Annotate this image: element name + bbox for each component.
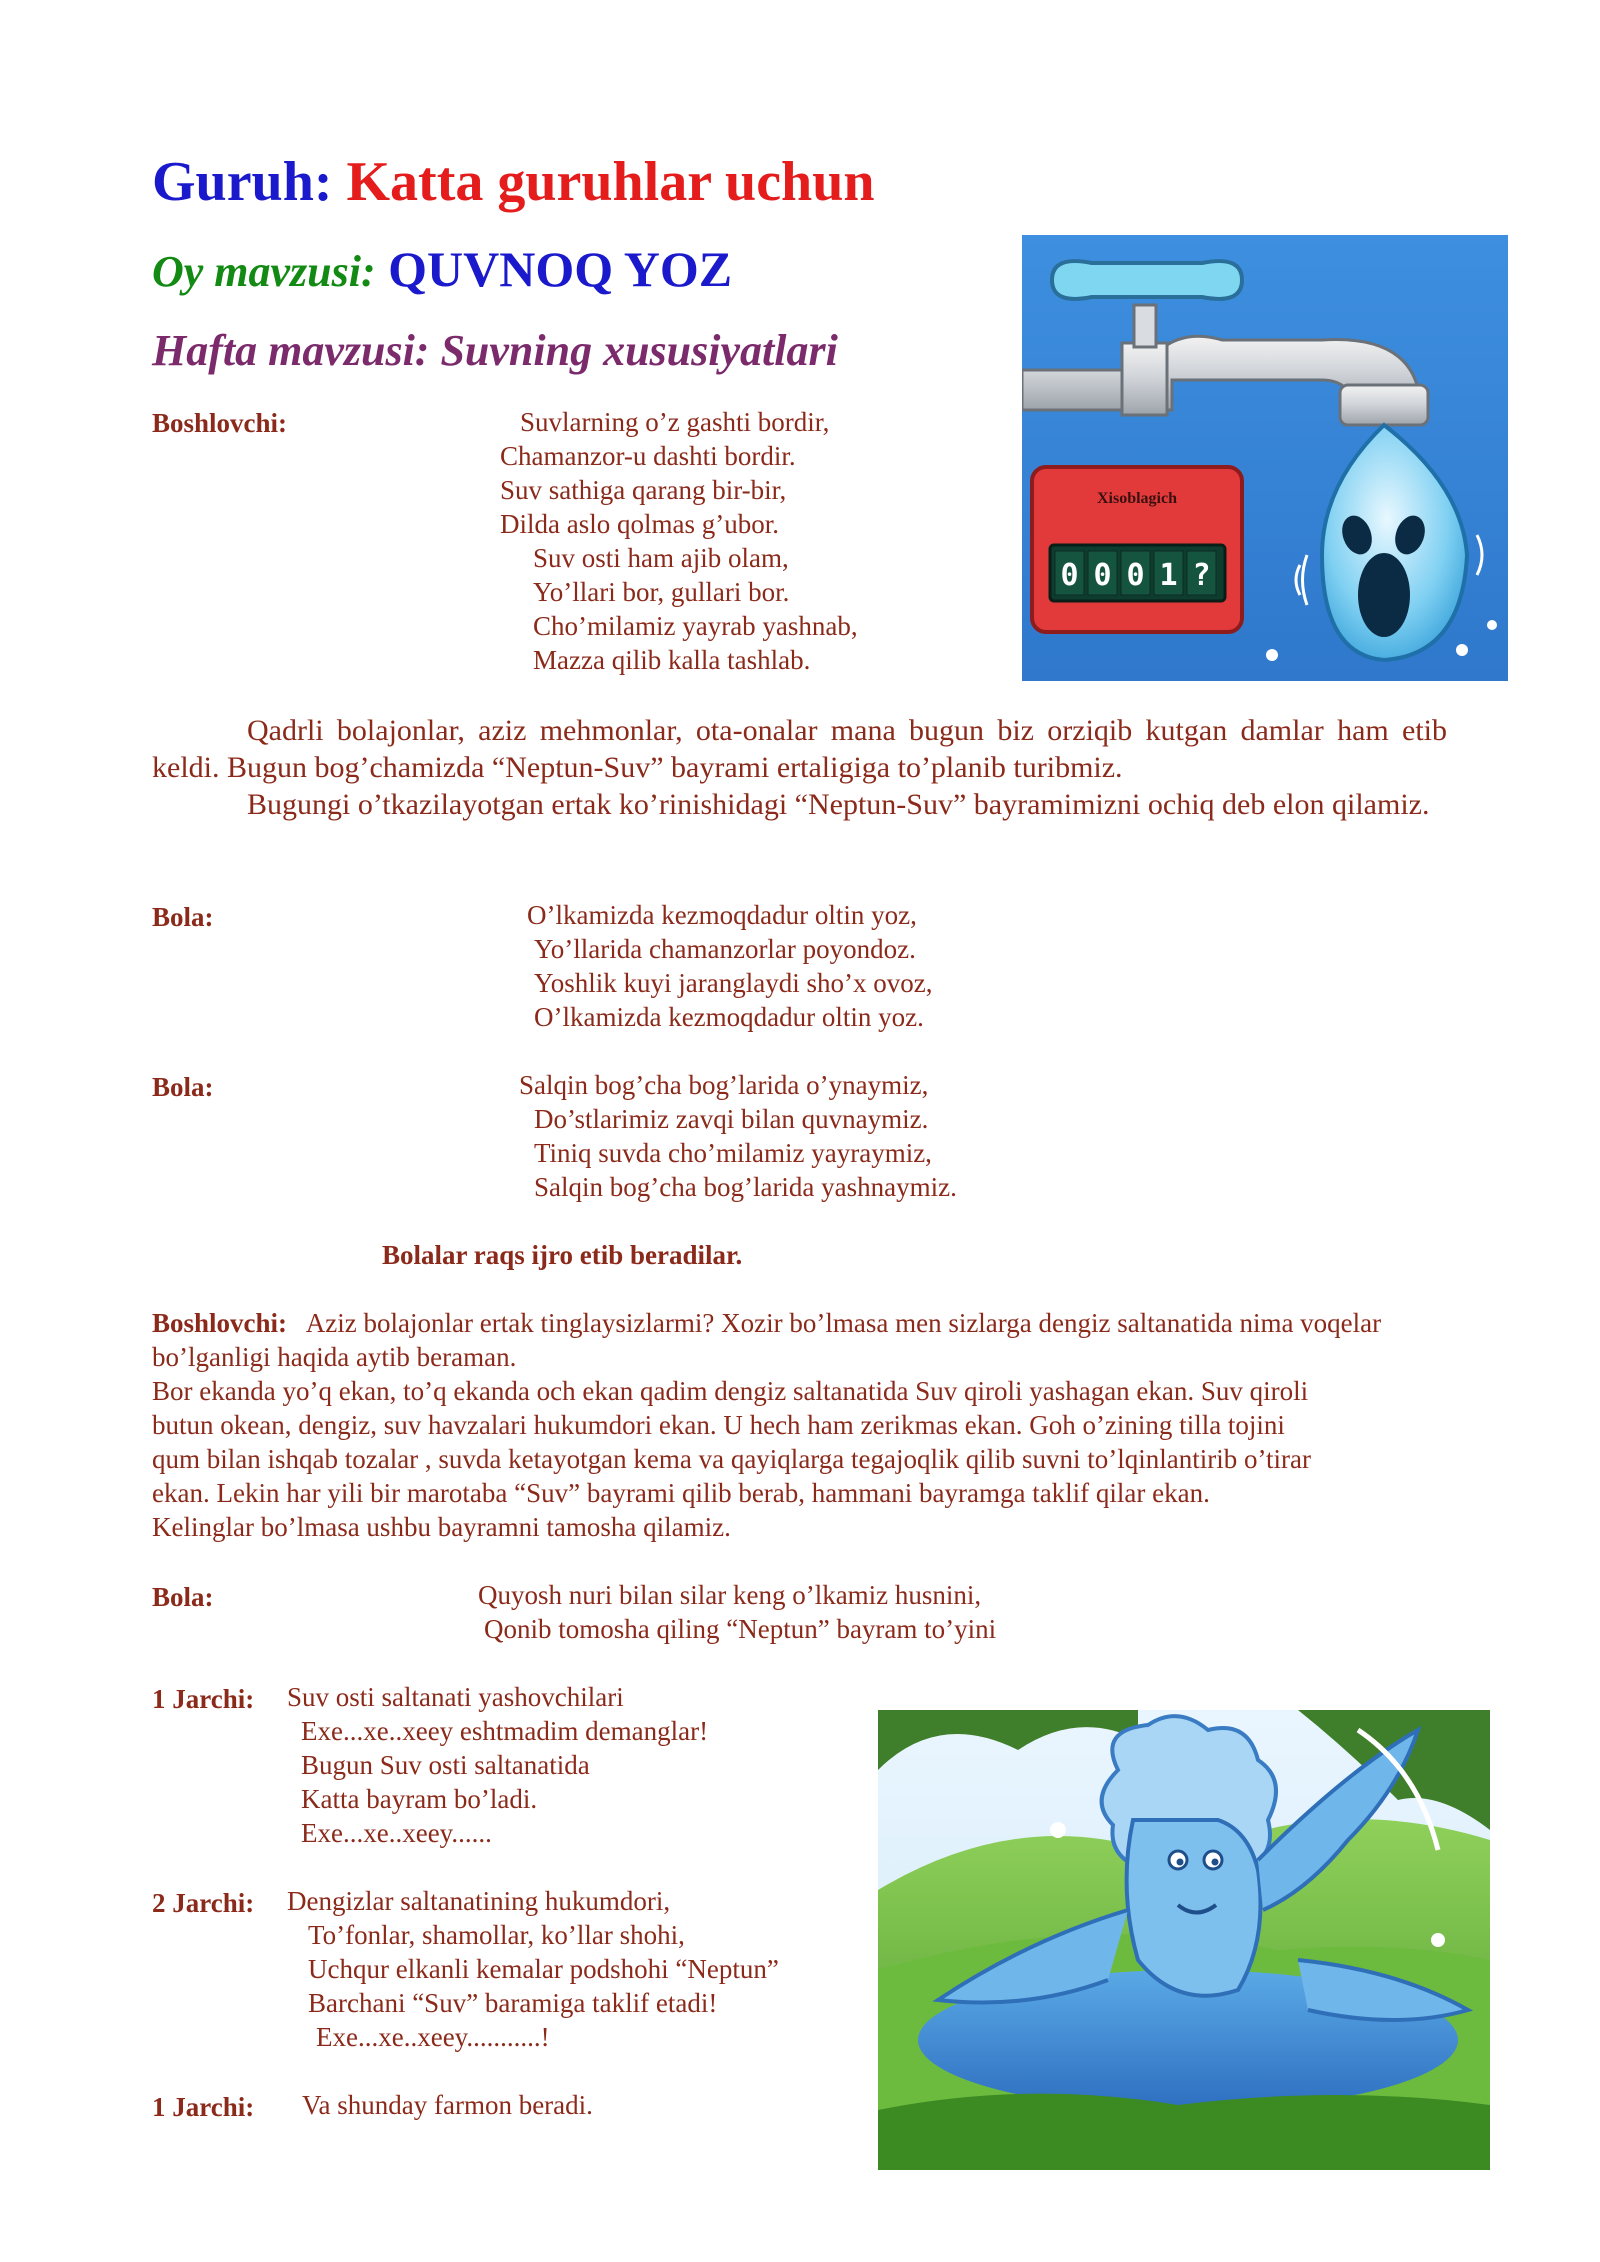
meter-digit: 0: [1060, 558, 1079, 593]
group-heading: [152, 150, 874, 214]
speaker-label-herald-1: 1 Jarchi:: [152, 2092, 255, 2122]
story-line: ekan. Lekin har yili bir marotaba “Suv” bayrami qilib berab, hammani bayramga taklif qilar ekan.: [152, 1478, 1210, 1508]
herald-line: Barchani “Suv” baramiga taklif etadi!: [308, 1988, 718, 2018]
water-spirit-drawing: [878, 1710, 1490, 2170]
child-poem-2: [519, 1068, 957, 1204]
herald-line: To’fonlar, shamollar, ko’llar shohi,: [308, 1920, 685, 1950]
poem-line: Dilda aslo qolmas g’ubor.: [500, 509, 779, 539]
host-story: [152, 1306, 1452, 1544]
herald-line: Va shunday farmon beradi.: [302, 2090, 593, 2120]
intro-paragraph: [152, 712, 1447, 823]
herald-line: Exe...xe..xeey eshtmadim demanglar!: [301, 1716, 709, 1746]
poem-line: Yoshlik kuyi jaranglaydi sho’x ovoz,: [534, 968, 933, 998]
week-topic-label: Hafta mavzusi:: [152, 326, 430, 375]
poem-line: Qonib tomosha qiling “Neptun” bayram to’yini: [484, 1614, 997, 1644]
poem-line: Yo’llari bor, gullari bor.: [533, 577, 790, 607]
group-value: Katta guruhlar uchun: [346, 151, 875, 213]
speaker-label-herald-2: 2 Jarchi:: [152, 1888, 255, 1918]
meter-digit: 0: [1126, 558, 1145, 593]
poem-line: Quyosh nuri bilan silar keng o’lkamiz husnini,: [478, 1580, 982, 1610]
poem-line: Cho’milamiz yayrab yashnab,: [533, 611, 858, 641]
child-poem-1: [527, 898, 933, 1034]
poem-line: O’lkamizda kezmoqdadur oltin yoz,: [527, 900, 917, 930]
poem-line: Chamanzor-u dashti bordir.: [500, 441, 796, 471]
poem-line: Salqin bog’cha bog’larida yashnaymiz.: [534, 1172, 957, 1202]
story-line: Bor ekanda yo’q ekan, to’q ekanda och ekan qadim dengiz saltanatida Suv qiroli yashagan ekan. Suv qiroli: [152, 1376, 1309, 1406]
story-line: Kelinglar bo’lmasa ushbu bayramni tamosha qilamiz.: [152, 1512, 731, 1542]
poem-line: O’lkamizda kezmoqdadur oltin yoz.: [534, 1002, 924, 1032]
speaker-label-host: Boshlovchi:: [152, 408, 288, 438]
group-label: Guruh:: [152, 151, 333, 213]
herald-line: Dengizlar saltanatining hukumdori,: [287, 1886, 671, 1916]
month-topic-label: Oy mavzusi:: [152, 247, 376, 296]
meter-label-text: Xisoblagich: [1096, 490, 1178, 507]
host-story-intro: Aziz bolajonlar ertak tinglaysizlarmi? Xozir bo’lmasa men sizlarga dengiz saltanatida nima voqelar bo’lganligi haqida aytib beraman.: [152, 1308, 1382, 1372]
host-poem: [500, 405, 858, 677]
speaker-label-child: Bola:: [152, 1072, 214, 1102]
intro-text-2: Bugungi o’tkazilayotgan ertak ko’rinishidagi “Neptun-Suv” bayramimizni ochiq deb elon qilamiz.: [247, 788, 1430, 821]
meter-digit: 1: [1159, 558, 1178, 593]
meter-digit: ?: [1192, 558, 1211, 593]
poem-line: Tiniq suvda cho’milamiz yayraymiz,: [534, 1138, 932, 1168]
herald-line: Exe...xe..xeey......: [301, 1818, 492, 1848]
intro-text-1: Qadrli bolajonlar, aziz mehmonlar, ota-onalar mana bugun biz orziqib kutgan damlar ham etib keldi. Bugun bog’chamizda “Neptun-Suv” bayrami ertaligiga to’planib turibmiz.: [152, 714, 1447, 784]
herald-line: Katta bayram bo’ladi.: [301, 1784, 538, 1814]
herald-2-lines: [287, 1884, 779, 2054]
week-topic-value: Suvning xususiyatlari: [440, 326, 838, 375]
poem-line: Salqin bog’cha bog’larida o’ynaymiz,: [519, 1070, 929, 1100]
meter-digit: 0: [1093, 558, 1112, 593]
month-topic-value: QUVNOQ YOZ: [388, 241, 733, 297]
herald-line: Bugun Suv osti saltanatida: [301, 1750, 590, 1780]
speaker-label-host: Boshlovchi:: [152, 1308, 288, 1338]
herald-1-lines: [287, 1680, 708, 1850]
speaker-label-child: Bola:: [152, 902, 214, 932]
poem-line: Suvlarning o’z gashti bordir,: [520, 407, 830, 437]
stage-direction: Bolalar raqs ijro etib beradilar.: [382, 1240, 743, 1270]
story-line: butun okean, dengiz, suv havzalari hukumdori ekan. U hech ham zerikmas ekan. Goh o’zining tilla tojini: [152, 1410, 1285, 1440]
poem-line: Suv sathiga qarang bir-bir,: [500, 475, 787, 505]
poem-line: Suv osti ham ajib olam,: [533, 543, 789, 573]
month-topic-heading: [152, 240, 732, 298]
herald-line: Uchqur elkanli kemalar podshohi “Neptun”: [308, 1954, 779, 1984]
child-poem-3: [478, 1578, 996, 1646]
speaker-label-child: Bola:: [152, 1582, 214, 1612]
week-topic-heading: [152, 325, 838, 376]
herald-line: Suv osti saltanati yashovchilari: [287, 1682, 624, 1712]
poem-line: Do’stlarimiz zavqi bilan quvnaymiz.: [534, 1104, 929, 1134]
meter-digits: [1055, 551, 1216, 595]
faucet-illustration: [1022, 235, 1508, 681]
faucet-drawing: [1022, 235, 1508, 681]
speaker-label-herald-1: 1 Jarchi:: [152, 1684, 255, 1714]
herald-line: Exe...xe..xeey...........!: [316, 2022, 550, 2052]
poem-line: Yo’llarida chamanzorlar poyondoz.: [534, 934, 916, 964]
poem-line: Mazza qilib kalla tashlab.: [533, 645, 811, 675]
water-spirit-illustration: [878, 1710, 1490, 2170]
story-line: qum bilan ishqab tozalar , suvda ketayotgan kema va qayiqlarga tegajoqlik qilib suvni to’lqinlantirib o’tirar: [152, 1444, 1311, 1474]
